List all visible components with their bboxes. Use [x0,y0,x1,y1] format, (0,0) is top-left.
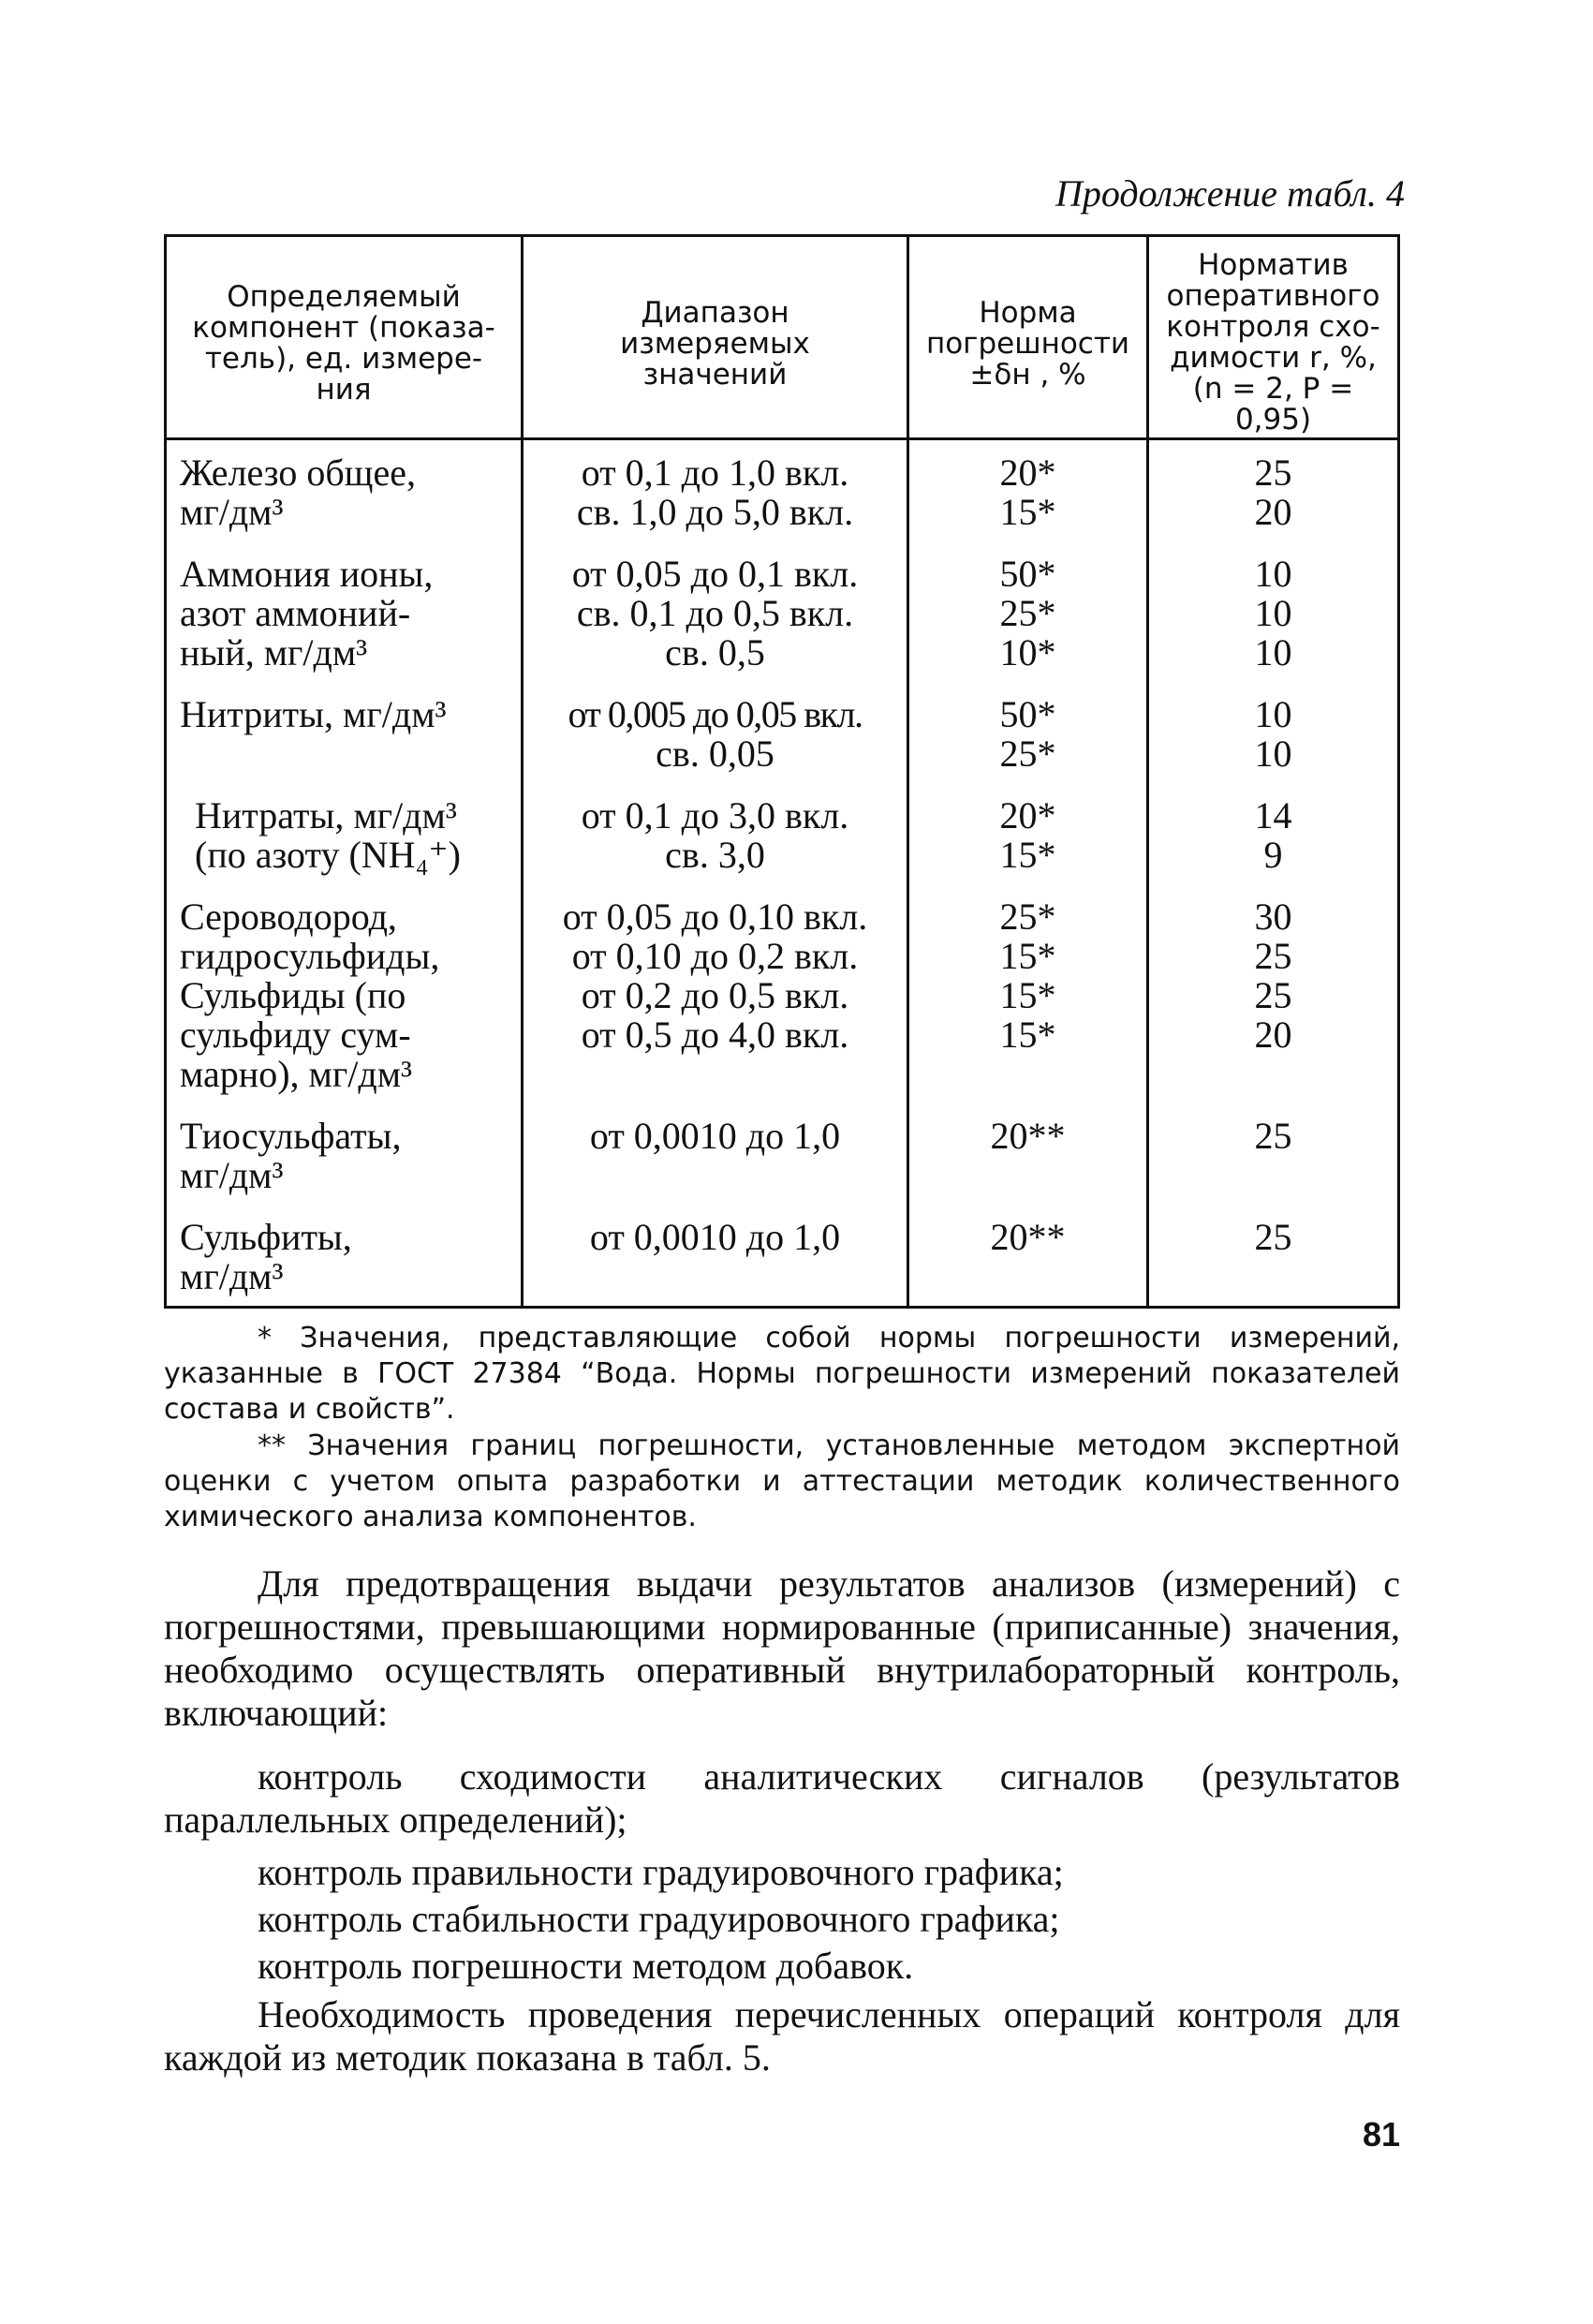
cell-line: Нитраты, мг/дм³ [195,794,457,836]
cell-line: 15* [999,935,1056,977]
cell-line: 10 [1254,693,1292,735]
header-component [166,236,523,439]
cell-range [523,439,908,542]
cell-line: 25* [999,896,1056,938]
cell-line: 50* [999,553,1056,595]
cell-norm [908,682,1148,783]
cell-line: 20* [999,794,1056,836]
cell-component [166,884,523,1103]
cell-line: Сероводород, [180,896,397,938]
header-line: тель), ед. измере- [204,342,483,376]
cell-line: мг/дм³ [180,1154,284,1196]
cell-line: 9 [1263,834,1283,876]
page-number: 81 [1362,2115,1400,2154]
cell-line: от 0,0010 до 1,0 [589,1115,841,1157]
cell-line: св. 3,0 [665,834,765,876]
cell-component [166,1103,523,1205]
header-error-norm [908,236,1148,439]
cell-line: 25* [999,733,1056,775]
body-list-item: контроль стабильности градуировочного графика; [258,1898,1060,1940]
header-line: оперативного [1166,279,1380,313]
cell-control [1148,541,1399,682]
cell-line: Тиосульфаты, [180,1115,402,1157]
table-row [166,682,1399,783]
cell-line: мг/дм³ [180,1255,284,1297]
header-line: ния [316,373,372,407]
cell-norm [908,1103,1148,1205]
cell-line: (по азоту (NH₄⁺) [195,834,461,876]
header-range [523,236,908,439]
cell-range [523,682,908,783]
cell-control [1148,682,1399,783]
cell-component [166,541,523,682]
cell-line: 10 [1254,592,1292,634]
cell-line: 10* [999,631,1056,674]
cell-range [523,1205,908,1308]
table-caption: Продолжение табл. 4 [1055,172,1405,215]
body-list-item: контроль правильности градуировочного графика; [258,1851,1064,1893]
cell-line: 15* [999,1014,1056,1056]
cell-line: св. 0,1 до 0,5 вкл. [576,592,854,634]
header-control-norm [1148,236,1399,439]
header-line: димости r, %, [1170,341,1377,375]
cell-line: 14 [1254,794,1292,836]
header-line: значений [642,357,788,392]
cell-line: азот аммоний- [180,592,411,634]
parameters-table [164,234,1400,1309]
cell-line: 30 [1254,896,1292,938]
body-list-item: контроль сходимости аналитических сигналов (результатов параллельных определений); [164,1755,1400,1841]
cell-line: от 0,10 до 0,2 вкл. [571,935,859,977]
cell-component [166,682,523,783]
cell-line: 15* [999,974,1056,1016]
header-line: Определяемый [227,280,461,314]
cell-range [523,783,908,884]
cell-line: 20 [1254,491,1292,533]
cell-line: от 0,005 до 0,05 вкл. [568,693,863,735]
cell-line: марно), мг/дм³ [180,1053,413,1095]
table-row [166,541,1399,682]
cell-control [1148,884,1399,1103]
cell-line: 25* [999,592,1056,634]
cell-line: от 0,1 до 3,0 вкл. [581,794,849,836]
cell-line: 10 [1254,733,1292,775]
cell-line: от 0,5 до 4,0 вкл. [581,1014,849,1056]
header-line: измеряемых [620,326,810,361]
cell-line: 25 [1254,451,1292,494]
body-list-item: контроль погрешности методом добавок. [258,1945,914,1987]
cell-line: 20** [990,1115,1066,1157]
header-line: Диапазон [641,295,789,330]
cell-line: от 0,0010 до 1,0 [589,1216,841,1258]
cell-norm [908,541,1148,682]
cell-line: 25 [1254,1216,1292,1258]
cell-line: Сульфиды (по [180,974,406,1016]
cell-line: 25 [1254,974,1292,1016]
cell-line: Нитриты, мг/дм³ [180,693,447,735]
cell-line: 50* [999,693,1056,735]
cell-norm [908,884,1148,1103]
header-line: (n = 2, P = 0,95) [1192,372,1354,437]
header-line: контроля схо- [1166,310,1380,344]
cell-line: Железо общее, [180,451,416,494]
cell-line: св. 0,05 [656,733,774,775]
table-row [166,1103,1399,1205]
cell-line: 20* [999,451,1056,494]
cell-line: св. 1,0 до 5,0 вкл. [576,491,854,533]
header-line: погрешности [925,326,1130,361]
cell-line: мг/дм³ [180,491,284,533]
cell-line: 15* [999,491,1056,533]
body-paragraph: Необходимость проведения перечисленных операций контроля для каждой из методик показана в табл. 5. [164,1993,1400,2079]
cell-line: от 0,05 до 0,1 вкл. [571,553,859,595]
cell-control [1148,1103,1399,1205]
cell-component [166,783,523,884]
cell-line: 10 [1254,553,1292,595]
cell-component [166,1205,523,1308]
cell-line: св. 0,5 [665,631,765,674]
cell-line: от 0,05 до 0,10 вкл. [562,896,868,938]
cell-range [523,541,908,682]
cell-line: гидросульфиды, [180,935,440,977]
cell-line: Аммония ионы, [180,553,434,595]
cell-range [523,884,908,1103]
cell-control [1148,783,1399,884]
header-line: ±δн , % [969,357,1086,392]
cell-component [166,439,523,542]
cell-line: 10 [1254,631,1292,674]
cell-line: 20** [990,1216,1066,1258]
footnote-single-asterisk: * Значения, представляющие собой нормы погрешности измерений, указанные в ГОСТ 27384 “Вода. Нормы погрешности измерений показателей состава и свойств”. [164,1322,1400,1426]
table-header-row [166,236,1399,439]
table-row [166,783,1399,884]
cell-range [523,1103,908,1205]
cell-line: 20 [1254,1014,1292,1056]
table-row [166,439,1399,542]
table-row [166,884,1399,1103]
cell-norm [908,1205,1148,1308]
cell-control [1148,439,1399,542]
footnote-double-asterisk: ** Значения границ погрешности, установленные методом экспертной оценки с учетом опыта разработки и аттестации методик количественного химического анализа компонентов. [164,1429,1400,1533]
cell-control [1148,1205,1399,1308]
cell-line: 25 [1254,935,1292,977]
cell-line: ный, мг/дм³ [180,631,368,674]
cell-line: от 0,2 до 0,5 вкл. [581,974,849,1016]
cell-line: 25 [1254,1115,1292,1157]
cell-line: сульфиду сум- [180,1014,411,1056]
header-line: Норма [979,295,1077,330]
header-line: компонент (показа- [192,311,495,345]
cell-line: 15* [999,834,1056,876]
cell-norm [908,783,1148,884]
header-line: Норматив [1198,248,1349,282]
body-paragraph: Для предотвращения выдачи результатов анализов (измерений) с погрешностями, превышающими нормированные (приписанные) значения, необходимо осуществлять оперативный внутрилабораторный контроль, включающий: [164,1562,1400,1734]
cell-line: Сульфиты, [180,1216,352,1258]
cell-line: от 0,1 до 1,0 вкл. [581,451,849,494]
table-row [166,1205,1399,1308]
cell-norm [908,439,1148,542]
